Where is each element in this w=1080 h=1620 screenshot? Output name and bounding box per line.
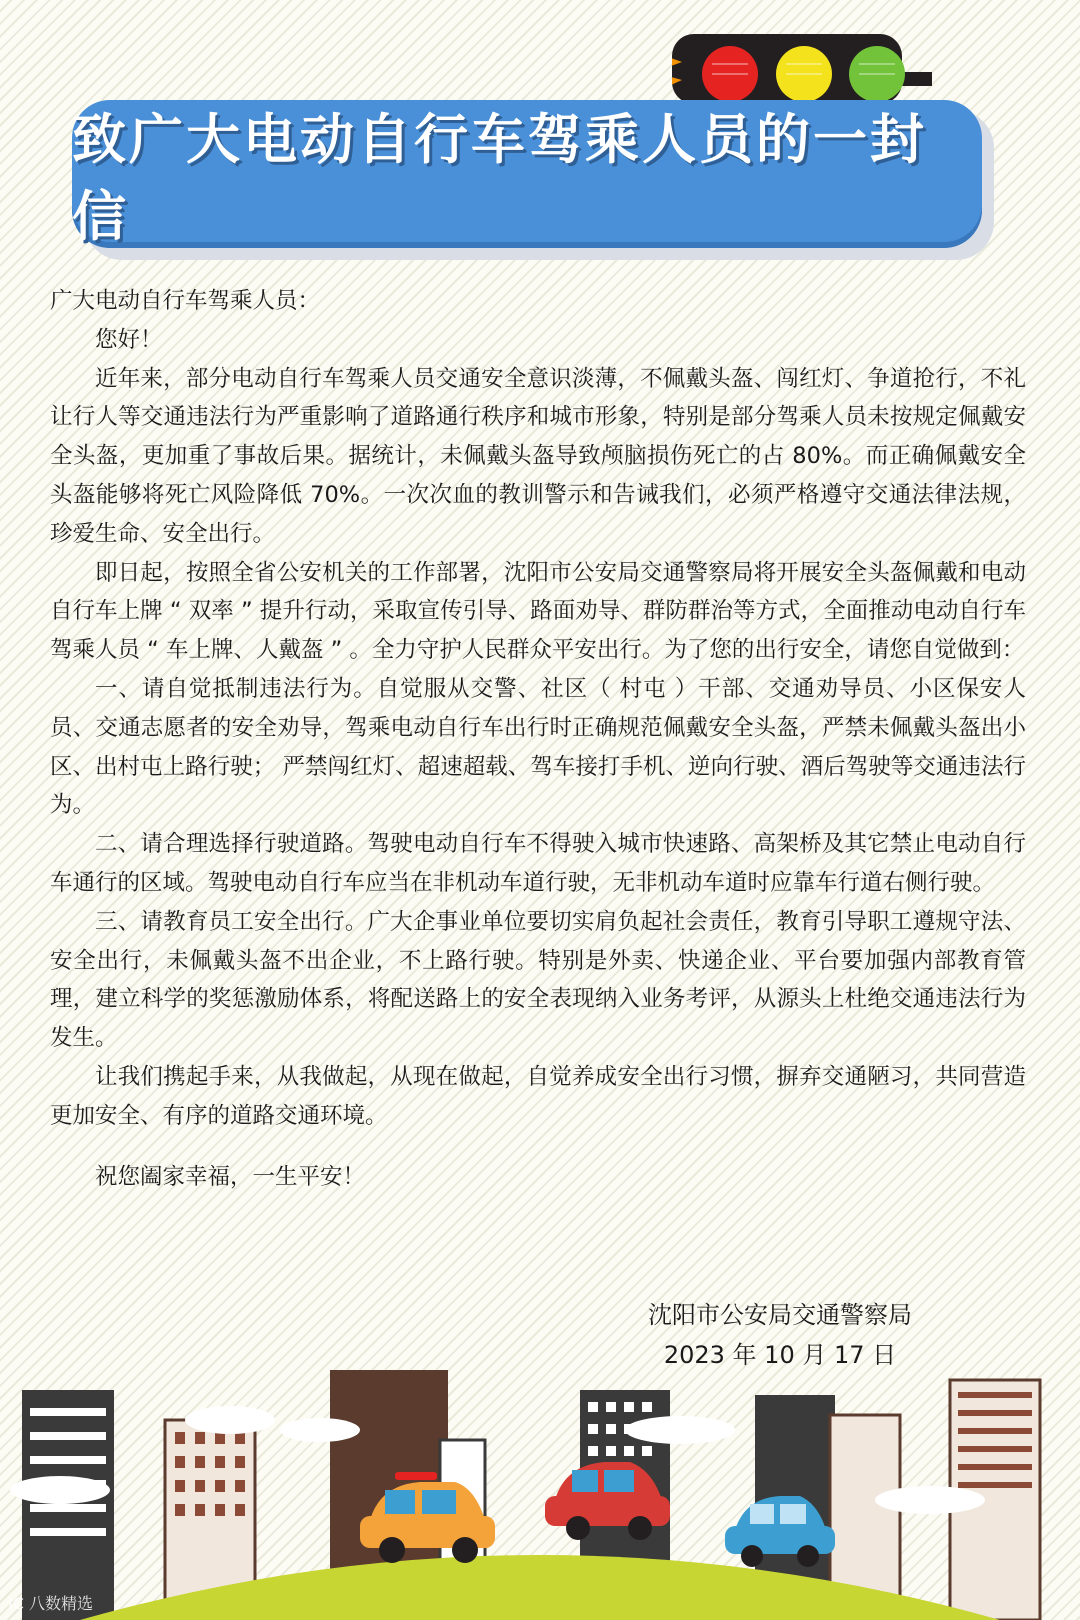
watermark: IC 八数精选 [8, 1594, 93, 1613]
paragraph: 一、请自觉抵制违法行为。自觉服从交警、社区（ 村屯 ）干部、交通劝导员、小区保安人员、交通志愿者的安全劝导，驾乘电动自行车出行时正确规范佩戴安全头盔，严禁未佩戴头盔出小区、出村屯上路行驶； 严禁闯红灯、超速超载、驾车接打手机、逆向行驶、酒后驾驶等交通违法行为。 [50, 675, 1026, 819]
title-banner [72, 100, 982, 248]
letter-body [50, 282, 1026, 1196]
signature-date: 2023 年 10 月 17 日 [663, 1341, 897, 1369]
page-title: 致广大电动自行车驾乘人员的一封信 [72, 108, 927, 248]
paragraph: 即日起，按照全省公安机关的工作部署，沈阳市公安局交通警察局将开展安全头盔佩戴和电动自行车上牌 “ 双率 ” 提升行动，采取宣传引导、路面劝导、群防群治等方式，全面推动电动自行车驾乘人员 “ 车上牌、人戴盔 ” 。全力守护人民群众平安出行。为了您的出行安全，请您自觉做到： [50, 559, 1026, 664]
closing-wish: 祝您阖家幸福，一生平安！ [95, 1163, 366, 1190]
city-skyline-illustration [0, 1370, 1080, 1620]
signature-org: 沈阳市公安局交通警察局 [648, 1301, 912, 1329]
paragraph: 二、请合理选择行驶道路。驾驶电动自行车不得驶入城市快速路、高架桥及其它禁止电动自行车通行的区域。驾驶电动自行车应当在非机动车道行驶，无非机动车道时应靠车行道右侧行驶。 [50, 831, 1026, 896]
greeting: 广大电动自行车驾乘人员： [50, 288, 321, 314]
paragraph: 三、请教育员工安全出行。广大企事业单位要切实肩负起社会责任，教育引导职工遵规守法、安全出行，未佩戴头盔不出企业，不上路行驶。特别是外卖、快递企业、平台要加强内部教育管理，建立科学的奖惩激励体系，将配送路上的安全表现纳入业务考评，从源头上杜绝交通违法行为发生。 [50, 908, 1026, 1052]
paragraph: 让我们携起手来，从我做起，从现在做起，自觉养成安全出行习惯，摒弃交通陋习，共同营造更加安全、有序的道路交通环境。 [50, 1063, 1026, 1129]
paragraph: 近年来，部分电动自行车驾乘人员交通安全意识淡薄，不佩戴头盔、闯红灯、争道抢行，不礼让行人等交通违法行为严重影响了道路通行秩序和城市形象，特别是部分驾乘人员未按规定佩戴安全头盔，更加重了事故后果。据统计，未佩戴头盔导致颅脑损伤死亡的占 80%。而正确佩戴安全头盔能够将死亡风险降低 70%。一次次血的教训警示和告诫我们，必须严格遵守交通法律法规，珍爱生命、安全出行。 [50, 365, 1026, 547]
salutation: 您好！ [95, 326, 163, 353]
signature-block [560, 1295, 1000, 1375]
